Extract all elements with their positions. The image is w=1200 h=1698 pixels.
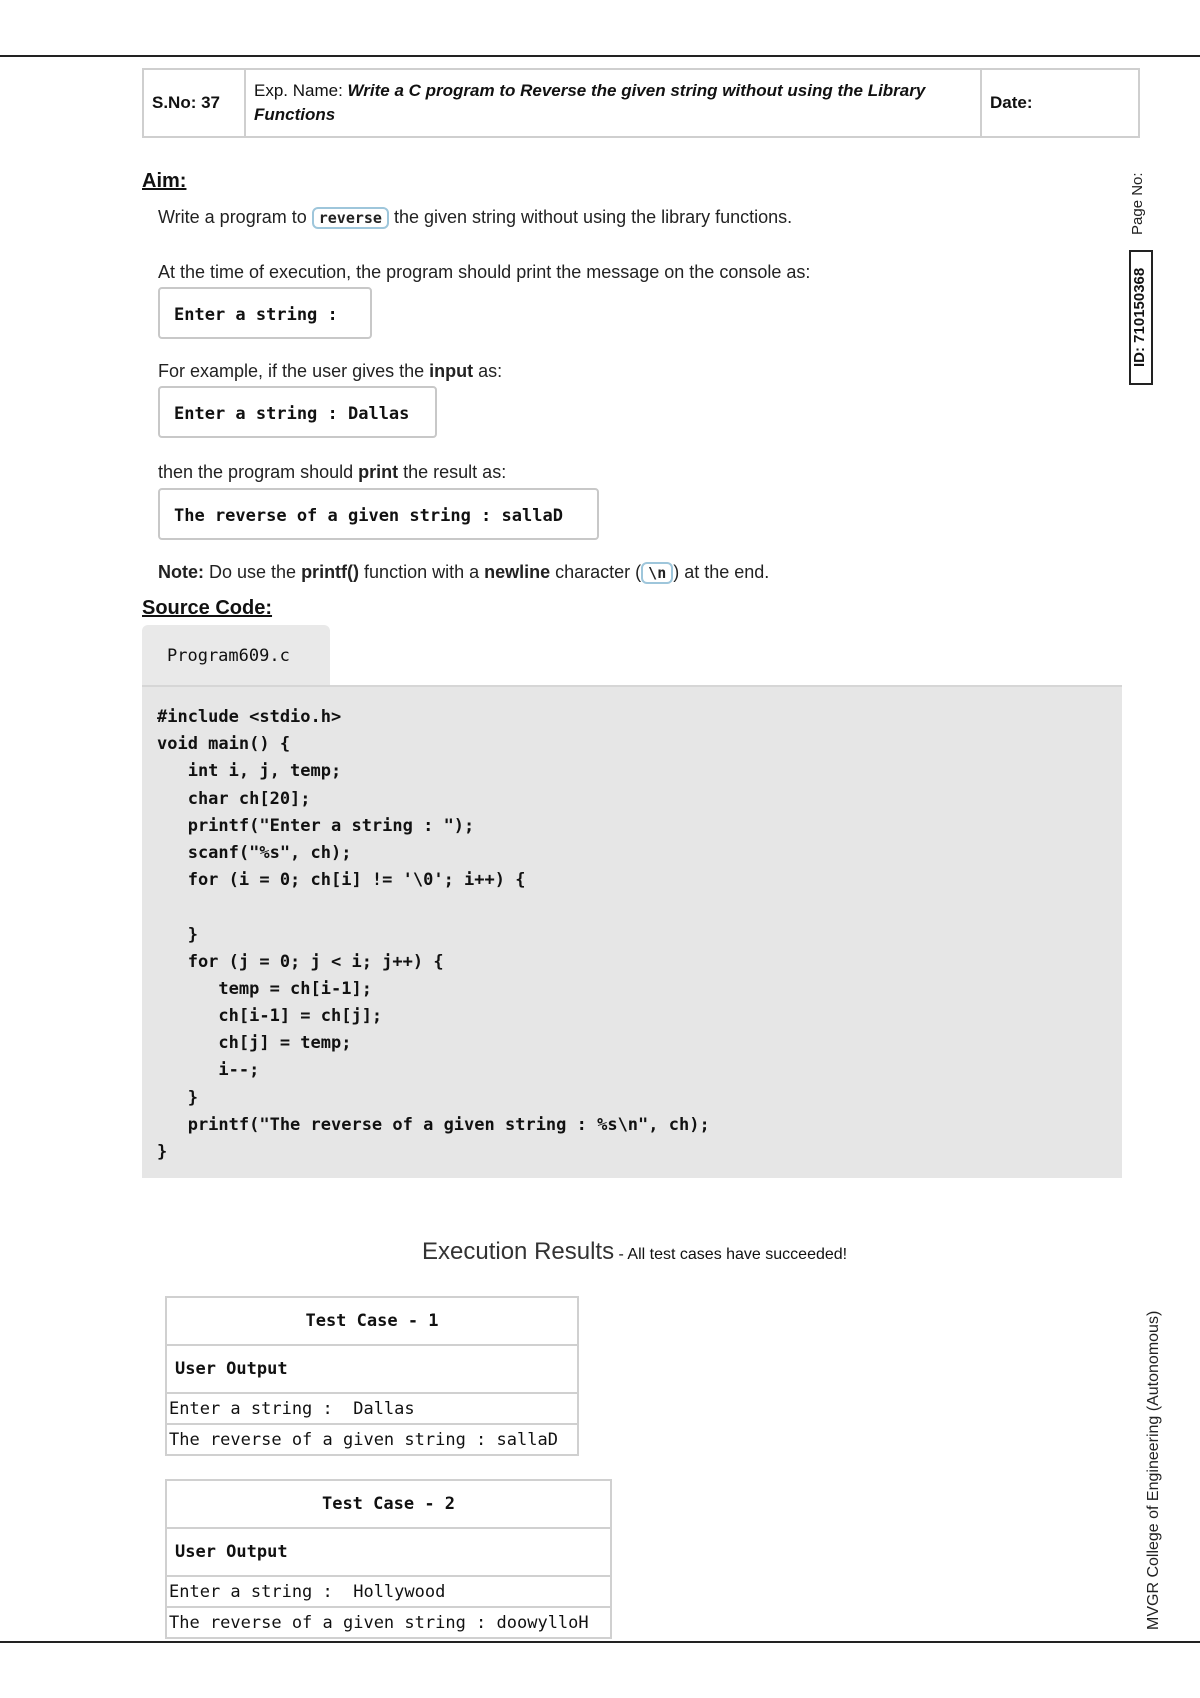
- code-line: printf("Enter a string : ");: [157, 815, 475, 836]
- note-label: Note:: [158, 562, 204, 582]
- aim-line-1-pre: Write a program to: [158, 207, 312, 227]
- execution-results-title: [422, 1238, 847, 1266]
- aim-line-3-post: as:: [473, 361, 503, 381]
- date-label: Date:: [981, 69, 1139, 137]
- execution-results-status: - All test cases have succeeded!: [614, 1246, 848, 1263]
- serial-number: S.No: 37: [143, 69, 245, 137]
- console-input-example-box: Enter a string : Dallas: [158, 386, 437, 438]
- console-output-example-box: The reverse of a given string : sallaD: [158, 488, 599, 540]
- code-line: ch[j] = temp;: [157, 1033, 352, 1054]
- aim-heading: Aim:: [142, 170, 187, 192]
- code-line: i--;: [157, 1060, 260, 1081]
- experiment-header-table: [142, 68, 1140, 138]
- exp-name-label: Exp. Name:: [254, 81, 348, 100]
- file-tab-program609[interactable]: Program609.c: [142, 625, 330, 685]
- note-text-2: function with a: [359, 562, 485, 582]
- bottom-rule: [0, 1641, 1200, 1643]
- note-text-4: ) at the end.: [673, 562, 770, 582]
- aim-line-1-post: the given string without using the library functions.: [388, 207, 793, 227]
- test-case-title: Test Case - 1: [166, 1297, 578, 1345]
- reverse-code-chip: reverse: [312, 207, 389, 229]
- output-line: Enter a string : Dallas: [166, 1393, 578, 1424]
- experiment-name-cell: [245, 69, 981, 137]
- code-line: scanf("%s", ch);: [157, 842, 352, 863]
- note-printf: printf(): [301, 562, 360, 582]
- newline-code-chip: \n: [641, 562, 673, 584]
- code-line: char ch[20];: [157, 788, 311, 809]
- output-line: The reverse of a given string : sallaD: [166, 1424, 578, 1455]
- aim-line-4-post: the result as:: [398, 462, 507, 482]
- code-line: for (j = 0; j < i; j++) {: [157, 951, 444, 972]
- code-line: int i, j, temp;: [157, 761, 342, 782]
- student-id-badge: ID: 710150368: [1129, 250, 1153, 385]
- aim-line-4: [158, 462, 506, 483]
- test-case-2-table: [165, 1479, 612, 1639]
- page-number-label: Page No:: [1129, 172, 1146, 235]
- code-line: for (i = 0; ch[i] != '\0'; i++) {: [157, 870, 526, 891]
- code-line: }: [157, 924, 198, 945]
- code-line: temp = ch[i-1];: [157, 978, 372, 999]
- aim-line-4-pre: then the program should: [158, 462, 359, 482]
- note-text-3: character (: [550, 562, 642, 582]
- user-output-label: User Output: [166, 1528, 611, 1576]
- test-case-title: Test Case - 2: [166, 1480, 611, 1528]
- code-line: ch[i-1] = ch[j];: [157, 1006, 383, 1027]
- note-line: [158, 562, 769, 583]
- aim-line-3-bold: input: [429, 361, 474, 381]
- code-line: void main() {: [157, 734, 291, 755]
- aim-line-4-bold: print: [358, 462, 399, 482]
- note-text-1: Do use the: [204, 562, 302, 582]
- code-panel: [142, 685, 1122, 1178]
- code-line: #include <stdio.h>: [157, 707, 342, 727]
- user-output-label: User Output: [166, 1345, 578, 1393]
- note-newline: newline: [484, 562, 551, 582]
- aim-line-3-pre: For example, if the user gives the: [158, 361, 430, 381]
- code-line: }: [157, 1087, 198, 1108]
- code-line: printf("The reverse of a given string : %s\n", ch);: [157, 1114, 710, 1135]
- test-case-1-table: [165, 1296, 579, 1456]
- exp-name-title: Write a C program to Reverse the given string without using the Library Functions: [254, 81, 926, 124]
- output-line: The reverse of a given string : doowylloH: [166, 1607, 611, 1638]
- top-rule: [0, 55, 1200, 57]
- code-line: [157, 894, 1122, 921]
- college-name: MVGR College of Engineering (Autonomous): [1145, 1310, 1162, 1630]
- console-prompt-box: Enter a string :: [158, 287, 372, 339]
- aim-line-2: At the time of execution, the program should print the message on the console as:: [158, 262, 811, 282]
- source-code-heading: Source Code:: [142, 597, 273, 619]
- output-line: Enter a string : Hollywood: [166, 1576, 611, 1607]
- aim-line-1: [158, 207, 792, 228]
- aim-line-3: [158, 361, 502, 382]
- execution-results-heading: Execution Results: [422, 1238, 615, 1265]
- code-line: }: [157, 1142, 168, 1162]
